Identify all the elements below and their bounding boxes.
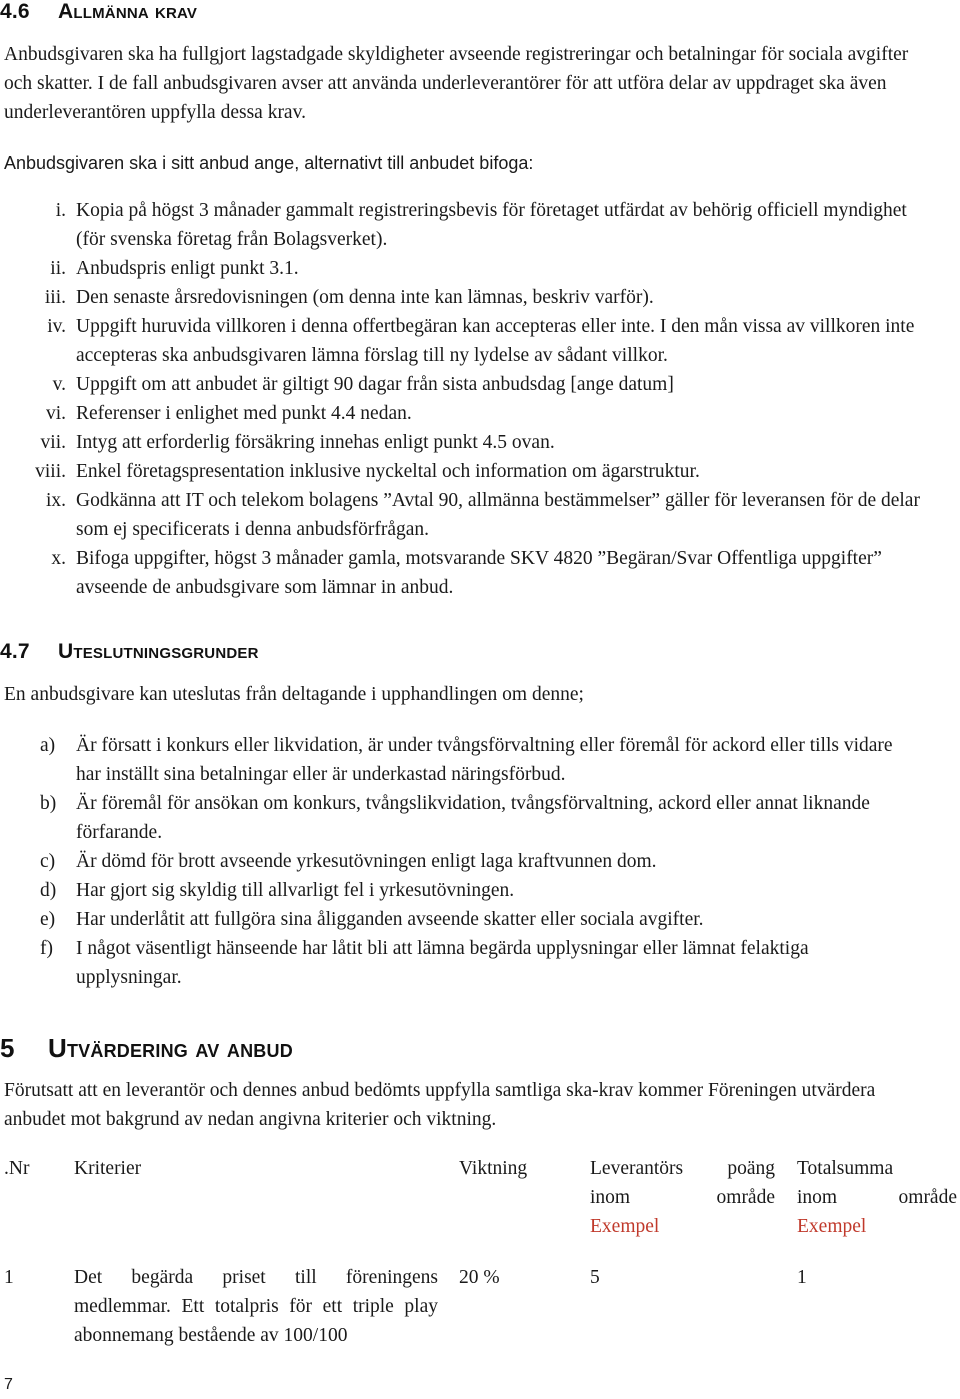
- list-item: [0, 486, 960, 544]
- list-item-text: Bifoga uppgifter, högst 3 månader gamla, motsvarande SKV 4820 ”Begäran/Svar Offentliga uppgifter” avseende de anbudsgivare som lämnar in anbud.: [76, 548, 882, 598]
- list-marker: ii.: [50, 258, 66, 279]
- list-item-text: Är försatt i konkurs eller likvidation, är under tvångsförvaltning eller föremål för ackord eller tills vidare har inställt sina betalningar eller är underkastad näringsförbud.: [76, 735, 893, 785]
- list-item-text: Uppgift huruvida villkoren i denna offertbegäran kan accepteras eller inte. I den mån vissa av villkoren inte accepteras ska anbudsgivaren lämna förslag till ny lydelse av sådant villkor.: [76, 316, 915, 366]
- list-item: [0, 544, 960, 602]
- list-item: [0, 196, 960, 254]
- section-title: Uteslutningsgrunder: [58, 640, 259, 663]
- list-item: [0, 876, 960, 905]
- exclusion-list: [0, 731, 960, 992]
- section-number: 4.7: [0, 640, 30, 663]
- list-marker: iv.: [47, 316, 66, 337]
- list-marker: f): [40, 938, 53, 959]
- header-weight: Viktning: [459, 1158, 528, 1179]
- header-supplier-line2: inom område: [590, 1187, 775, 1208]
- list-item-text: Godkänna att IT och telekom bolagens ”Avtal 90, allmänna bestämmelser” gäller för leveransen för de delar som ej specificerats i denna anbudsförfrågan.: [76, 490, 920, 540]
- section-title: Utvärdering av anbud: [48, 1033, 293, 1063]
- list-item-text: Intyg att erforderlig försäkring innehas enligt punkt 4.5 ovan.: [76, 432, 555, 453]
- list-item-text: Kopia på högst 3 månader gammalt registreringsbevis för företaget utfärdat av behörig officiell myndighet (för svenska företag från Bolagsverket).: [76, 200, 907, 250]
- list-item-text: Är dömd för brott avseende yrkesutövningen enligt laga kraftvunnen dom.: [76, 851, 657, 872]
- list-marker: ix.: [45, 490, 66, 511]
- list-item: [0, 370, 960, 399]
- list-item: [0, 847, 960, 876]
- header-supplier-example: Exempel: [590, 1216, 660, 1237]
- header-criteria: Kriterier: [74, 1158, 142, 1179]
- list-item: [0, 428, 960, 457]
- page-number: 7: [4, 1376, 13, 1393]
- list-item-text: Den senaste årsredovisningen (om denna inte kan lämnas, beskriv varför).: [76, 287, 654, 308]
- cell-total: 1: [797, 1267, 807, 1288]
- list-item-text: Har gjort sig skyldig till allvarligt fel i yrkesutövningen.: [76, 880, 515, 901]
- header-supplier-points: [590, 1154, 775, 1241]
- list-item: [0, 312, 960, 370]
- section-heading-4-7: [0, 640, 259, 664]
- list-marker: v.: [52, 374, 66, 395]
- section-title: Allmänna krav: [58, 0, 198, 23]
- requirements-list: [0, 196, 960, 602]
- list-marker: e): [40, 909, 56, 930]
- paragraph: Anbudsgivaren ska ha fullgjort lagstadgade skyldigheter avseende registreringar och betalningar för sociala avgifter och skatter. I de fall anbudsgivaren avser att använda underleverantörer för att utföra delar av uppdraget ska även underleverantören uppfylla dessa krav.: [4, 44, 909, 123]
- list-item: [0, 399, 960, 428]
- section-heading-5: [0, 1033, 293, 1064]
- section-number: 4.6: [0, 0, 30, 23]
- header-total-example: Exempel: [797, 1216, 867, 1237]
- list-marker: a): [40, 735, 56, 756]
- list-marker: c): [40, 851, 56, 872]
- list-item: [0, 283, 960, 312]
- list-item-text: Enkel företagspresentation inklusive nyckeltal och information om ägarstruktur.: [76, 461, 700, 482]
- list-marker: viii.: [35, 461, 66, 482]
- list-marker: x.: [51, 548, 66, 569]
- paragraph: Förutsatt att en leverantör och dennes anbud bedömts uppfylla samtliga ska-krav kommer Föreningen utvärdera anbudet mot bakgrund av nedan angivna kriterier och viktning.: [4, 1080, 876, 1130]
- list-marker: b): [40, 793, 57, 814]
- list-marker: d): [40, 880, 57, 901]
- list-item: [0, 789, 960, 847]
- list-item: [0, 934, 960, 992]
- list-marker: iii.: [44, 287, 66, 308]
- section-number: 5: [0, 1033, 15, 1063]
- list-marker: vii.: [40, 432, 66, 453]
- paragraph: En anbudsgivare kan uteslutas från deltagande i upphandlingen om denne;: [4, 684, 584, 705]
- paragraph: Anbudsgivaren ska i sitt anbud ange, alternativt till anbudet bifoga:: [4, 153, 534, 173]
- header-total-line1: Totalsumma: [797, 1158, 894, 1179]
- list-item: [0, 905, 960, 934]
- header-total-line2: inom område: [797, 1187, 957, 1208]
- list-item-text: Har underlåtit att fullgöra sina åligganden avseende skatter eller sociala avgifter.: [76, 909, 704, 930]
- list-item-text: Uppgift om att anbudet är giltigt 90 dagar från sista anbudsdag [ange datum]: [76, 374, 674, 395]
- section-heading-4-6: [0, 0, 197, 24]
- list-item-text: Anbudspris enligt punkt 3.1.: [76, 258, 299, 279]
- list-marker: i.: [55, 200, 66, 221]
- list-item-text: I något väsentligt hänseende har låtit bli att lämna begärda upplysningar eller lämnat felaktiga upplysningar.: [76, 938, 809, 988]
- cell-criteria: Det begärda priset till föreningens medlemmar. Ett totalpris för ett triple play abonnemang bestående av 100/100: [74, 1267, 438, 1346]
- cell-nr: 1: [4, 1267, 14, 1288]
- list-item-text: Referenser i enlighet med punkt 4.4 nedan.: [76, 403, 412, 424]
- list-item: [0, 254, 960, 283]
- list-item: [0, 731, 960, 789]
- header-supplier-line1: Leverantörs poäng: [590, 1158, 775, 1179]
- list-marker: vi.: [45, 403, 66, 424]
- cell-supplier-points: 5: [590, 1267, 600, 1288]
- list-item-text: Är föremål för ansökan om konkurs, tvångslikvidation, tvångsförvaltning, ackord eller annat liknande förfarande.: [76, 793, 870, 843]
- header-nr: .Nr: [4, 1158, 30, 1179]
- list-item: [0, 457, 960, 486]
- cell-weight: 20 %: [459, 1267, 500, 1288]
- header-total: [797, 1154, 957, 1241]
